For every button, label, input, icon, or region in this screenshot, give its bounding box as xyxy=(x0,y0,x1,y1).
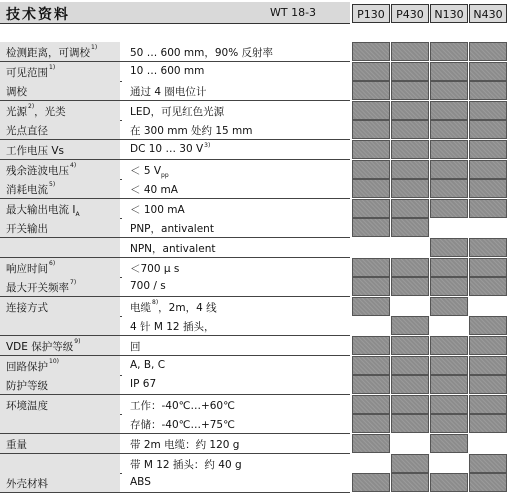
variant-applicability-cell xyxy=(391,454,429,473)
variant-applicability-cell xyxy=(430,62,468,81)
variant-applicability-cell xyxy=(391,336,429,355)
spec-value: ＜ 100 mA xyxy=(130,203,185,216)
spec-label: 光点直径 xyxy=(6,125,48,138)
spec-label: VDE 保护等级$^{9)}$ xyxy=(6,338,81,353)
spec-row xyxy=(0,434,529,454)
variant-applicability-cell xyxy=(430,336,468,355)
spec-row xyxy=(0,297,529,317)
variant-applicability-cell xyxy=(469,473,507,492)
variant-applicability-cell xyxy=(391,375,429,394)
header-rule xyxy=(0,23,350,24)
variant-applicability-cell xyxy=(391,42,429,61)
footnote-ref: 4) xyxy=(70,161,77,169)
variant-applicability-cell xyxy=(352,179,390,198)
variant-applicability-cell xyxy=(469,62,507,81)
spec-value: 700 / s xyxy=(130,280,166,293)
spec-label: 连接方式 xyxy=(6,301,48,314)
footnote-ref: 6) xyxy=(49,259,56,267)
spec-row xyxy=(0,199,529,219)
model-number: WT 18-3 xyxy=(270,6,317,19)
variant-applicability-cell xyxy=(469,395,507,414)
spec-value: 回 xyxy=(130,341,141,353)
variant-applicability-cell xyxy=(469,414,507,433)
variant-applicability-cell xyxy=(469,434,507,453)
variant-applicability-cell xyxy=(352,42,390,61)
variant-applicability-cell xyxy=(352,414,390,433)
spec-value: DC 10 … 30 $V^{3)}$ xyxy=(130,142,211,155)
spec-label: 外壳材料 xyxy=(6,478,48,491)
variant-applicability-cell xyxy=(352,81,390,100)
variant-applicability-cell xyxy=(391,238,429,257)
spec-label: 回路保护$^{10)}$ xyxy=(6,357,59,373)
spec-row xyxy=(0,179,529,199)
variant-applicability-cell xyxy=(469,140,507,159)
variant-applicability-cell xyxy=(430,238,468,257)
variant-applicability-cell xyxy=(391,81,429,100)
variant-applicability-cell xyxy=(352,238,390,257)
spec-value: ＜700 μ s xyxy=(130,262,180,275)
variant-applicability-cell xyxy=(391,160,429,179)
variant-applicability-cell xyxy=(430,434,468,453)
spec-value: 带 M 12 插头：约 40 g xyxy=(130,458,242,471)
variant-applicability-cell xyxy=(469,356,507,375)
spec-row xyxy=(0,238,529,258)
variant-applicability-cell xyxy=(352,395,390,414)
variant-applicability-cell xyxy=(391,101,429,120)
variant-applicability-cell xyxy=(352,199,390,218)
variant-applicability-cell xyxy=(391,356,429,375)
variant-applicability-cell xyxy=(352,101,390,120)
variant-header-n430: N430 xyxy=(469,4,507,23)
value-cell xyxy=(122,473,350,492)
variant-applicability-cell xyxy=(430,395,468,414)
spec-row xyxy=(0,160,529,180)
variant-header-p130: P130 xyxy=(352,4,390,23)
spec-value: ＜ 40 mA xyxy=(130,184,178,197)
variant-applicability-cell xyxy=(469,160,507,179)
variant-applicability-cell xyxy=(391,62,429,81)
spec-label: 调校 xyxy=(6,86,27,99)
variant-applicability-cell xyxy=(430,375,468,394)
variant-applicability-cell xyxy=(352,434,390,453)
variant-applicability-cell xyxy=(352,375,390,394)
variant-applicability-cell xyxy=(430,101,468,120)
spec-row xyxy=(0,81,529,101)
footnote-ref: 5) xyxy=(49,181,56,189)
spec-label: 光源$^{2)}$，光类 xyxy=(6,102,66,118)
spec-label: 检测距离，可调校$^{1)}$ xyxy=(6,44,98,59)
variant-applicability-cell xyxy=(430,179,468,198)
spec-label: 最大输出电流 $I_A$ xyxy=(6,203,80,218)
variant-applicability-cell xyxy=(352,277,390,296)
spec-row xyxy=(0,218,529,238)
spec-value: 在 300 mm 处约 15 mm xyxy=(130,125,253,138)
variant-applicability-cell xyxy=(391,199,429,218)
variant-applicability-cell xyxy=(430,454,468,473)
spec-row xyxy=(0,316,529,336)
variant-applicability-cell xyxy=(352,297,390,316)
spec-row xyxy=(0,414,529,434)
variant-applicability-cell xyxy=(352,160,390,179)
label-cell xyxy=(0,454,120,473)
variant-applicability-cell xyxy=(469,258,507,277)
label-cell xyxy=(0,414,120,433)
footnote-ref: 3) xyxy=(204,142,211,149)
spec-row xyxy=(0,395,529,415)
footnote-ref: 7) xyxy=(70,279,77,287)
spec-row xyxy=(0,454,529,474)
variant-applicability-cell xyxy=(430,218,468,237)
variant-applicability-cell xyxy=(391,218,429,237)
variant-applicability-cell xyxy=(391,120,429,139)
variant-applicability-cell xyxy=(430,258,468,277)
variant-applicability-cell xyxy=(391,395,429,414)
variant-applicability-cell xyxy=(469,218,507,237)
variant-applicability-cell xyxy=(469,277,507,296)
spec-label: 重量 xyxy=(6,439,27,451)
spec-row xyxy=(0,101,529,121)
spec-value: PNP，antivalent xyxy=(130,223,214,236)
spec-row xyxy=(0,120,529,140)
spec-row xyxy=(0,277,529,297)
spec-value: 电缆$^{8)}$，2m，4 线 xyxy=(130,298,217,314)
spec-row xyxy=(0,62,529,82)
variant-applicability-cell xyxy=(430,277,468,296)
variant-applicability-cell xyxy=(469,336,507,355)
variant-applicability-cell xyxy=(352,62,390,81)
spec-value: 工作：-40℃…+60℃ xyxy=(130,399,235,412)
variant-applicability-cell xyxy=(430,414,468,433)
spec-value: ＜ 5 $V_{pp}$ xyxy=(130,164,169,179)
value-cell xyxy=(122,375,350,394)
variant-applicability-cell xyxy=(352,258,390,277)
value-subscript: pp xyxy=(161,171,169,179)
variant-applicability-cell xyxy=(430,316,468,335)
spec-label: 环境温度 xyxy=(6,399,48,412)
label-cell xyxy=(0,238,120,257)
variant-applicability-cell xyxy=(469,238,507,257)
variant-applicability-cell xyxy=(430,297,468,316)
spec-label: 最大开关频率$^{7)}$ xyxy=(6,279,77,295)
variant-applicability-cell xyxy=(469,454,507,473)
spec-label: 残余涟波电压$^{4)}$ xyxy=(6,161,77,177)
row-divider xyxy=(0,492,350,493)
label-cell xyxy=(0,316,120,335)
variant-applicability-cell xyxy=(430,120,468,139)
spec-value: ABS xyxy=(130,476,151,489)
spec-value: NPN，antivalent xyxy=(130,243,216,255)
footnote-ref: 1) xyxy=(49,63,56,71)
spec-header xyxy=(0,0,529,24)
variant-applicability-cell xyxy=(469,199,507,218)
variant-applicability-cell xyxy=(352,120,390,139)
variant-applicability-cell xyxy=(391,414,429,433)
spec-label: 消耗电流$^{5)}$ xyxy=(6,181,56,197)
spec-value: 10 … 600 mm xyxy=(130,64,205,77)
spec-value: 存储：-40℃…+75℃ xyxy=(130,419,235,432)
spec-label: 开关输出 xyxy=(6,223,48,236)
variant-applicability-cell xyxy=(469,316,507,335)
variant-applicability-cell xyxy=(391,179,429,198)
variant-applicability-cell xyxy=(430,199,468,218)
footnote-ref: 1) xyxy=(91,44,98,51)
value-cell xyxy=(122,336,350,355)
spec-value: LED，可见红色光源 xyxy=(130,105,225,118)
spec-row xyxy=(0,42,529,62)
spec-row xyxy=(0,356,529,376)
variant-applicability-cell xyxy=(352,336,390,355)
variant-applicability-cell xyxy=(430,160,468,179)
variant-applicability-cell xyxy=(430,42,468,61)
variant-applicability-cell xyxy=(391,297,429,316)
footnote-ref: 10) xyxy=(49,357,59,365)
variant-applicability-cell xyxy=(469,101,507,120)
spec-label: 可见范围$^{1)}$ xyxy=(6,63,56,79)
spec-row xyxy=(0,258,529,278)
spec-row xyxy=(0,336,529,356)
spec-value: IP 67 xyxy=(130,378,157,391)
variant-applicability-cell xyxy=(469,375,507,394)
variant-applicability-cell xyxy=(391,434,429,453)
variant-header-n130: N130 xyxy=(430,4,468,23)
spec-row xyxy=(0,375,529,395)
variant-applicability-cell xyxy=(430,140,468,159)
label-subscript: A xyxy=(75,210,80,218)
spec-value: 4 针 M 12 插头， xyxy=(130,321,215,334)
footnote-ref: 2) xyxy=(28,102,35,110)
spec-row xyxy=(0,473,529,493)
variant-applicability-cell xyxy=(352,473,390,492)
variant-applicability-cell xyxy=(391,473,429,492)
variant-applicability-cell xyxy=(352,316,390,335)
variant-applicability-cell xyxy=(352,356,390,375)
spec-label: 响应时间$^{6)}$ xyxy=(6,259,56,275)
variant-applicability-cell xyxy=(352,140,390,159)
variant-applicability-cell xyxy=(391,140,429,159)
spec-value: 带 2m 电缆：约 120 g xyxy=(130,439,240,451)
variant-header-p430: P430 xyxy=(391,4,429,23)
variant-applicability-cell xyxy=(430,356,468,375)
spec-label: 防护等级 xyxy=(6,380,48,393)
variant-applicability-cell xyxy=(352,218,390,237)
spec-row xyxy=(0,140,529,160)
footnote-ref: 8) xyxy=(152,298,159,306)
variant-applicability-cell xyxy=(469,81,507,100)
variant-applicability-cell xyxy=(391,277,429,296)
variant-applicability-cell xyxy=(430,473,468,492)
page-title: 技术资料 xyxy=(6,7,70,23)
variant-applicability-cell xyxy=(430,81,468,100)
variant-applicability-cell xyxy=(352,454,390,473)
variant-applicability-cell xyxy=(469,179,507,198)
spec-value: A, B, C xyxy=(130,358,166,371)
spec-value: 50 … 600 mm，90% 反射率 xyxy=(130,47,274,59)
spec-label: 工作电压 Vs xyxy=(6,145,64,157)
variant-applicability-cell xyxy=(469,297,507,316)
variant-applicability-cell xyxy=(391,316,429,335)
variant-applicability-cell xyxy=(469,120,507,139)
variant-applicability-cell xyxy=(469,42,507,61)
footnote-ref: 9) xyxy=(74,338,81,345)
spec-value: 通过 4 圈电位计 xyxy=(130,86,207,99)
variant-applicability-cell xyxy=(391,258,429,277)
